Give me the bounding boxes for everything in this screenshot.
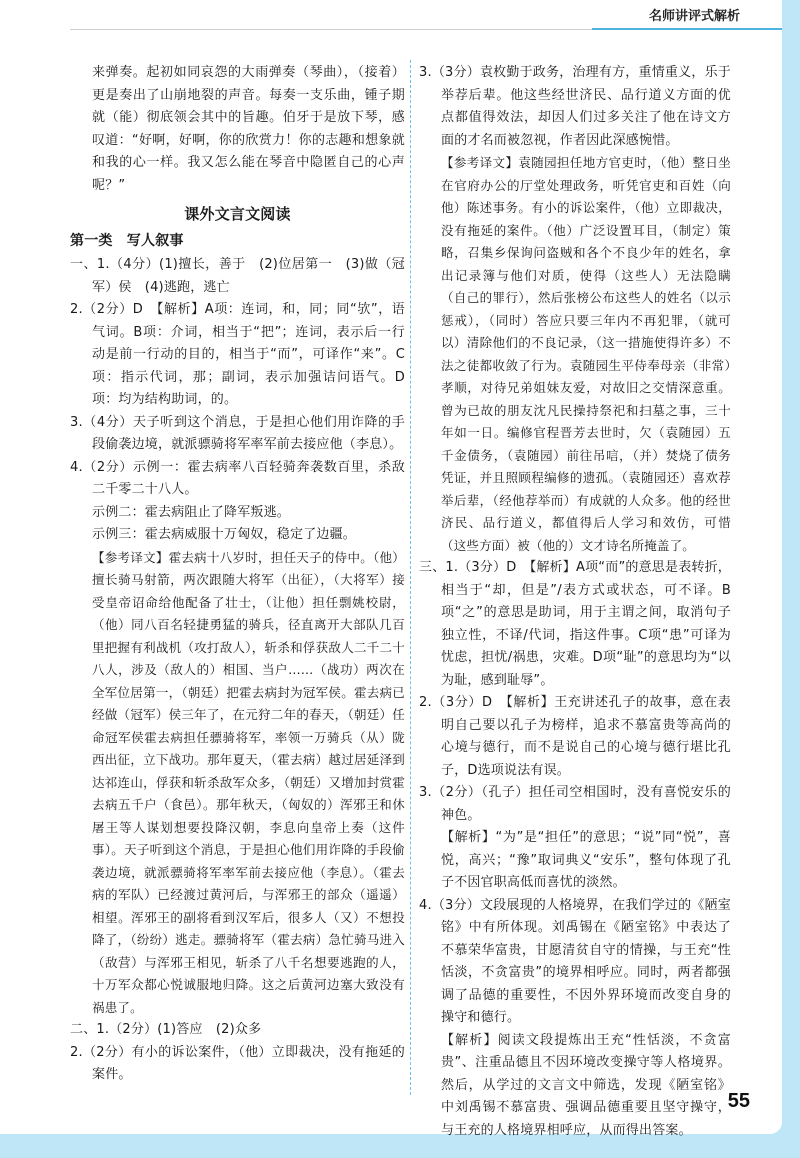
answer-1-4-example-3: 示例三：霍去病威服十万匈奴，稳定了边疆。 xyxy=(92,527,357,542)
answer-3-2: 2.（3分）D 【解析】王充讲述孔子的故事，意在表明自己要以孔子为榜样，追求不慕富贵等高尚的心境与德行，而不是说自己的心境与德行堪比孔子，D选项说法有误。 xyxy=(419,695,731,778)
answer-3-4: 4.（3分）文段展现的人格境界，在我们学过的《陋室铭》中有所体现。刘禹锡在《陋室铭》中表达了不慕荣华富贵，甘愿清贫自守的情操，与王充“性恬淡，不贪富贵”的境界相呼应。同时，两者都强调了品德的重要性，不因外界环境而改变自身的操守和德行。 xyxy=(419,897,731,1025)
column-divider xyxy=(410,60,411,1095)
right-column xyxy=(419,62,731,1142)
reference-translation-2: 【参考译文】袁随园担任地方官吏时，（他）整日坐在官府办公的厅堂处理政务，听凭官吏和百姓（向他）陈述事务。有小的诉讼案件，（他）立即裁决，没有拖延的案件。（他）广泛设置耳目，（制定）策略，召集乡保询问盗贼和各个不良少年的姓名，拿出记录簿与他们对质，使得（这些人）无法隐瞒（自己的罪行），然后张榜公布这些人的姓名（以示惩戒），（同时）答应只要三年内不再犯罪，（就可以）清除他们的不良记录，（这一措施使得许多）不法之徒都收敛了行为。袁随园生平侍奉母亲（非常）孝顺，对待兄弟姐妹友爱，对故旧之交情深意重。曾为已故的朋友沈凡民操持祭祀和扫墓之事，三十年如一日。编修官程晋芳去世时，欠（袁随园）五千金债务，（袁随园）前往吊唁，（并）焚烧了债务凭证，并且照顾程编修的遗孤。（袁随园还）喜欢荐举后辈，（经他荐举而）有成就的人众多。他的经世济民、品行道义，都值得后人学习和效仿，可惜（这些方面）被（他的）文才诗名所掩盖了。 xyxy=(441,155,731,553)
reference-translation-1: 【参考译文】霍去病十八岁时，担任天子的侍中。（他）擅长骑马射箭，两次跟随大将军（出征），（大将军）接受皇帝诏命给他配备了壮士，（让他）担任剽姚校尉，（他）同八百名轻捷勇猛的骑兵，径直离开大部队几百里把握有利战机（攻打敌人），斩杀和俘获敌人二千二十八人，涉及（敌人的）相国、当户……（战功）两次在全军位居第一，（朝廷）把霍去病封为冠军侯。霍去病已经做（冠军）侯三年了，在元狩二年的春天，（朝廷）任命冠军侯霍去病担任骠骑将军，率领一万骑兵（从）陇西出征，立下战功。那年夏天，（霍去病）越过居延泽到达祁连山，俘获和斩杀敌军众多，（朝廷）又增加封赏霍去病五千户（食邑）。那年秋天，（匈奴的）浑邪王和休屠王等人谋划想要投降汉朝，李息向皇帝上奏（这件事）。天子听到这个消息，于是担心他们用诈降的手段偷袭边境，就派骠骑将军率军前去接应他（李息）。（霍去病的军队）已经渡过黄河后，与浑邪王的部众（遥遥）相望。浑邪王的副将看到汉军后，很多人（又）不想投降了，（纷纷）逃走。骠骑将军（霍去病）急忙骑马进入（敌营）与浑邪王相见，斩杀了八千名想要逃跑的人，十万军众都心悦诚服地归降。这之后黄河边塞大致没有祸患了。 xyxy=(92,549,405,1015)
answer-1-3: 3.（4分）天子听到这个消息，于是担心他们用诈降的手段偷袭边境，就派骠骑将军率军前去接应他（李息）。 xyxy=(70,414,405,452)
category-title: 第一类 写人叙事 xyxy=(70,232,184,249)
answer-3-3-analysis: 【解析】“为”是“担任”的意思；“说”同“悦”，喜悦，高兴；“豫”取词典义“安乐”，整句体现了孔子不因官职高低而喜忧的淡然。 xyxy=(441,830,731,890)
answer-3-3: 3.（2分）（孔子）担任司空相国时，没有喜悦安乐的神色。 xyxy=(419,785,731,823)
answer-2-2: 2.（2分）有小的诉讼案件，（他）立即裁决，没有拖延的案件。 xyxy=(70,1044,405,1082)
answer-3-4-analysis: 【解析】阅读文段提炼出王充“性恬淡，不贪富贵”、注重品德且不因环境改变操守等人格境界。然后，从学过的文言文中筛选，发现《陋室铭》中刘禹锡不慕富贵、强调品德重要且坚守操守，与王充的人格境界相呼应，从而得出答案。 xyxy=(441,1032,731,1138)
section-title: 课外文言文阅读 xyxy=(184,205,291,223)
running-header xyxy=(592,0,782,30)
left-column xyxy=(70,62,405,1087)
header-title: 名师讲评式解析 xyxy=(648,8,740,24)
answer-2-3: 3.（3分）袁枚勤于政务，治理有方，重情重义，乐于举荐后辈。他这些经世济民、品行道义方面的优点都值得效法，却因人们过多关注了他在诗文方面的才名而被忽视，作者因此深感惋惜。 xyxy=(419,65,731,148)
intro-paragraph: 来弹奏。起初如同哀怨的大雨弹奏（琴曲），（接着）更是奏出了山崩地裂的声音。每奏一支乐曲，锺子期就（能）彻底领会其中的旨趣。伯牙于是放下琴，感叹道：“好啊，好啊，你的欣赏力！你的志趣和想象就和我的心一样。我又怎么能在琴音中隐匿自己的心声呢？” xyxy=(92,65,405,193)
answer-3-1: 三、1.（3分）D 【解析】A项“而”的意思是表转折，相当于“却，但是”/表方式或状态，可不译。B项“之”的意思是助词，用于主谓之间，取消句子独立性，不译/代词，指这件事。C项“患”可译为忧虑，担忧/祸患，灾难。D项“耻”的意思均为“以为耻，感到耻辱”。 xyxy=(419,560,731,688)
answer-1-4-example-1: 4.（2分）示例一：霍去病率八百轻骑奔袭数百里，杀敌二千零二十八人。 xyxy=(70,459,405,497)
page-number: 55 xyxy=(727,1090,750,1112)
answer-1-1: 一、1.（4分）(1)擅长，善于 (2)位居第一 (3)做（冠军）侯 (4)逃跑，逃亡 xyxy=(70,257,405,295)
answer-1-2: 2.（2分）D 【解析】A项：连词，和，同；同“欤”，语气词。B项：介词，相当于“把”；连词，表示后一行动是前一行动的目的，相当于“而”，可译作“来”。C项：指示代词，那；副词，表示加强诘问语气。D项：均为结构助词，的。 xyxy=(70,302,405,407)
answer-2-1: 二、1.（2分）(1)答应 (2)众多 xyxy=(70,1022,262,1037)
decorative-side-stripe xyxy=(782,0,800,1158)
answer-1-4-example-2: 示例二：霍去病阻止了降军叛逃。 xyxy=(92,504,291,520)
